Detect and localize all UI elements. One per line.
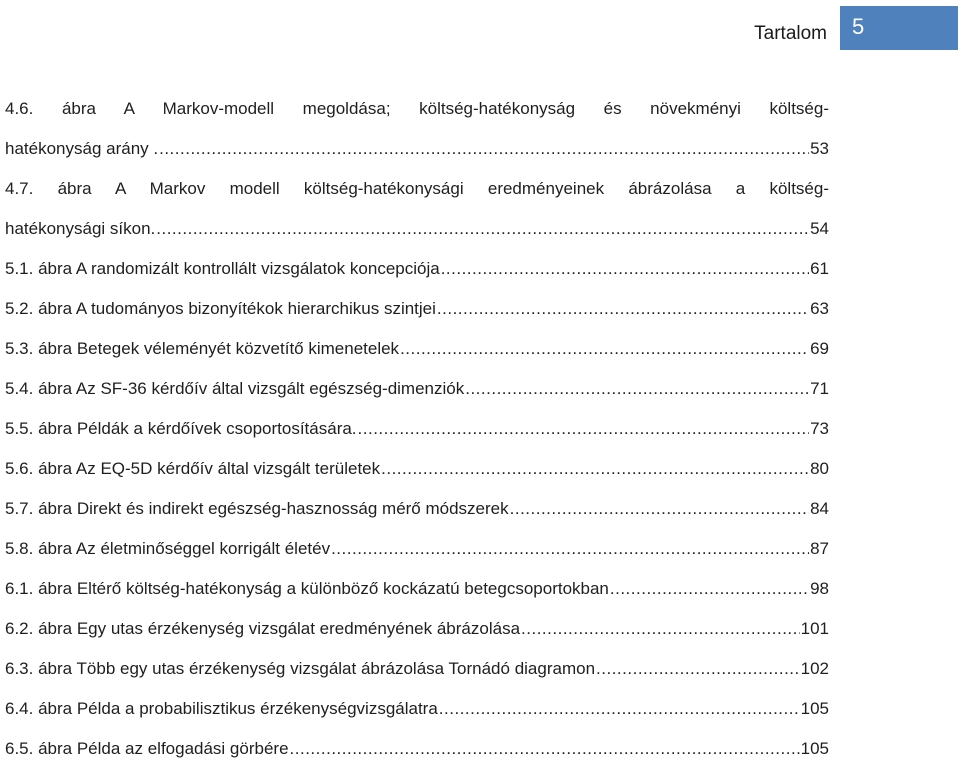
table-of-figures <box>5 95 829 775</box>
page-number-badge <box>840 6 958 50</box>
toc-entry-last-line <box>5 135 829 175</box>
dot-leader <box>596 655 800 683</box>
toc-entry-label: 6.4. ábra Példa a probabilisztikus érzékenységvizsgálatra <box>5 699 438 718</box>
toc-entry-6-3[interactable] <box>5 655 829 695</box>
toc-entry-label: 5.2. ábra A tudományos bizonyítékok hierarchikus szintjei <box>5 299 436 318</box>
dot-leader <box>156 215 809 243</box>
toc-entry-page: 53 <box>810 139 829 158</box>
toc-entry-label: 5.4. ábra Az SF-36 kérdőív által vizsgált egészség-dimenziók <box>5 379 465 398</box>
toc-entry-label: 6.5. ábra Példa az elfogadási görbére <box>5 739 289 758</box>
toc-entry-label: 5.8. ábra Az életminőséggel korrigált életév <box>5 539 331 558</box>
toc-entry-page: 63 <box>810 299 829 318</box>
dot-leader <box>331 535 809 563</box>
toc-entry-page: 69 <box>810 339 829 358</box>
toc-entry-page: 101 <box>800 619 829 638</box>
toc-entry-page: 54 <box>810 219 829 238</box>
dot-leader <box>521 615 800 643</box>
toc-entry-5-8[interactable] <box>5 535 829 575</box>
dot-leader <box>159 135 809 163</box>
toc-entry-page: 98 <box>810 579 829 598</box>
page-number: 5 <box>852 14 865 39</box>
toc-entry-page: 102 <box>800 659 829 678</box>
toc-entry-5-5[interactable] <box>5 415 829 455</box>
dot-leader <box>465 375 809 403</box>
dot-leader <box>437 295 809 323</box>
toc-entry-label: 5.3. ábra Betegek véleményét közvetítő kimenetelek <box>5 339 400 358</box>
toc-entry-5-3[interactable] <box>5 335 829 375</box>
toc-entry-6-1[interactable] <box>5 575 829 615</box>
toc-entry-5-6[interactable] <box>5 455 829 495</box>
toc-entry-page: 105 <box>800 699 829 718</box>
toc-entry-6-4[interactable] <box>5 695 829 735</box>
toc-entry-4-7[interactable] <box>5 175 829 255</box>
toc-entry-6-5[interactable] <box>5 735 829 775</box>
toc-entry-label: hatékonysági síkon. <box>5 219 156 238</box>
dot-leader <box>290 735 800 763</box>
toc-entry-6-2[interactable] <box>5 615 829 655</box>
toc-entry-page: 84 <box>810 499 829 518</box>
running-header-title: Tartalom <box>754 23 827 44</box>
dot-leader <box>441 255 809 283</box>
toc-entry-5-2[interactable] <box>5 295 829 335</box>
toc-entry-label: 6.2. ábra Egy utas érzékenység vizsgálat eredményének ábrázolása <box>5 619 521 638</box>
toc-entry-label: 5.6. ábra Az EQ-5D kérdőív által vizsgált területek <box>5 459 381 478</box>
toc-entry-first-line: 4.7. ábra A Markov modell költség-hatékonysági eredményeinek ábrázolása a költség- <box>5 179 829 198</box>
toc-entry-label: 6.1. ábra Eltérő költség-hatékonyság a különböző kockázatú betegcsoportokban <box>5 579 609 598</box>
dot-leader <box>400 335 809 363</box>
toc-entry-page: 61 <box>810 259 829 278</box>
toc-entry-label: 5.7. ábra Direkt és indirekt egészség-hasznosság mérő módszerek <box>5 499 509 518</box>
toc-entry-5-1[interactable] <box>5 255 829 295</box>
dot-leader <box>439 695 800 723</box>
toc-entry-label: 5.5. ábra Példák a kérdőívek csoportosítására. <box>5 419 357 438</box>
toc-entry-page: 73 <box>810 419 829 438</box>
toc-entry-4-6[interactable] <box>5 95 829 175</box>
toc-entry-label: hatékonyság arány . <box>5 139 159 158</box>
dot-leader <box>610 575 809 603</box>
toc-entry-label: 6.3. ábra Több egy utas érzékenység vizsgálat ábrázolása Tornádó diagramon <box>5 659 596 678</box>
toc-entry-first-line: 4.6. ábra A Markov-modell megoldása; költség-hatékonyság és növekményi költség- <box>5 99 829 118</box>
toc-entry-page: 80 <box>810 459 829 478</box>
toc-entry-5-7[interactable] <box>5 495 829 535</box>
toc-entry-last-line <box>5 215 829 255</box>
toc-entry-page: 105 <box>800 739 829 758</box>
toc-entry-label: 5.1. ábra A randomizált kontrollált vizsgálatok koncepciója <box>5 259 440 278</box>
dot-leader <box>381 455 809 483</box>
dot-leader <box>510 495 809 523</box>
toc-entry-page: 87 <box>810 539 829 558</box>
toc-entry-5-4[interactable] <box>5 375 829 415</box>
dot-leader <box>358 415 810 443</box>
toc-entry-page: 71 <box>810 379 829 398</box>
